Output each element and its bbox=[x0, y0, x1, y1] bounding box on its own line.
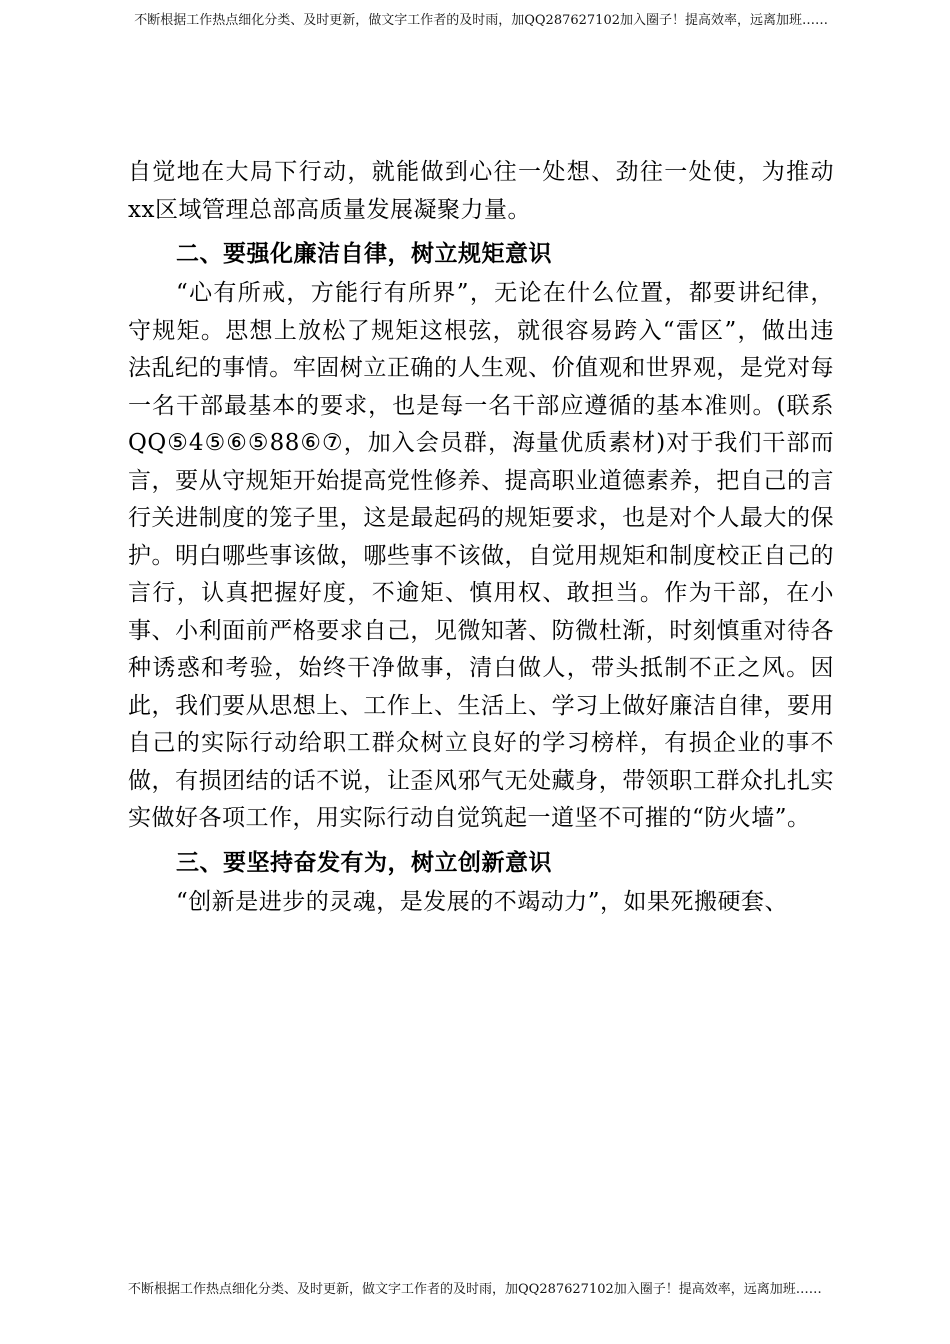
paragraph-section-3: “创新是进步的灵魂，是发展的不竭动力”，如果死搬硬套、 bbox=[176, 888, 789, 915]
section-heading-2: 二、要强化廉洁自律，树立规矩意识 bbox=[176, 241, 552, 267]
page-footer-note: 不断根据工作热点细化分类、及时更新，做文字工作者的及时雨，加QQ287627102加入圈子！提高效率，远离加班…… bbox=[128, 1282, 822, 1297]
paragraph-section-2: “心有所戒，方能行有所界”，无论在什么位置，都要讲纪律，守规矩。思想上放松了规矩这根弦，就很容易跨入“雷区”，做出违法乱纪的事情。牢固树立正确的人生观、价值观和世界观，是党对每一名干部最基本的要求，也是每一名干部应遵循的基本准则。(联系QQ⑤4⑤⑥⑤88⑥⑦，加入会员群，海量优质素材)对于我们干部而言，要从守规矩开始提高党性修养、提高职业道德素养，把自己的言行关进制度的笼子里，这是最起码的规矩要求，也是对个人最大的保护。明白哪些事该做，哪些事不该做，自觉用规矩和制度校正自己的言行，认真把握好度，不逾矩、慎用权、敢担当。作为干部，在小事、小利面前严格要求自己，见微知著、防微杜渐，时刻慎重对待各种诱惑和考验，始终干净做事，清白做人，带头抵制不正之风。因此，我们要从思想上、工作上、生活上、学习上做好廉洁自律，要用自己的实际行动给职工群众树立良好的学习榜样，有损企业的事不做，有损团结的话不说，让歪风邪气无处藏身，带领职工群众扎扎实实做好各项工作，用实际行动自觉筑起一道坚不可摧的“防火墙”。 bbox=[128, 280, 834, 831]
document-body bbox=[128, 154, 834, 921]
paragraph-intro: 自觉地在大局下行动，就能做到心往一处想、劲往一处使，为推动xx区域管理总部高质量发展凝聚力量。 bbox=[128, 159, 834, 223]
page-header-note: 不断根据工作热点细化分类、及时更新，做文字工作者的及时雨，加QQ287627102加入圈子！提高效率，远离加班…… bbox=[134, 13, 828, 28]
section-heading-3: 三、要坚持奋发有为，树立创新意识 bbox=[176, 849, 552, 876]
